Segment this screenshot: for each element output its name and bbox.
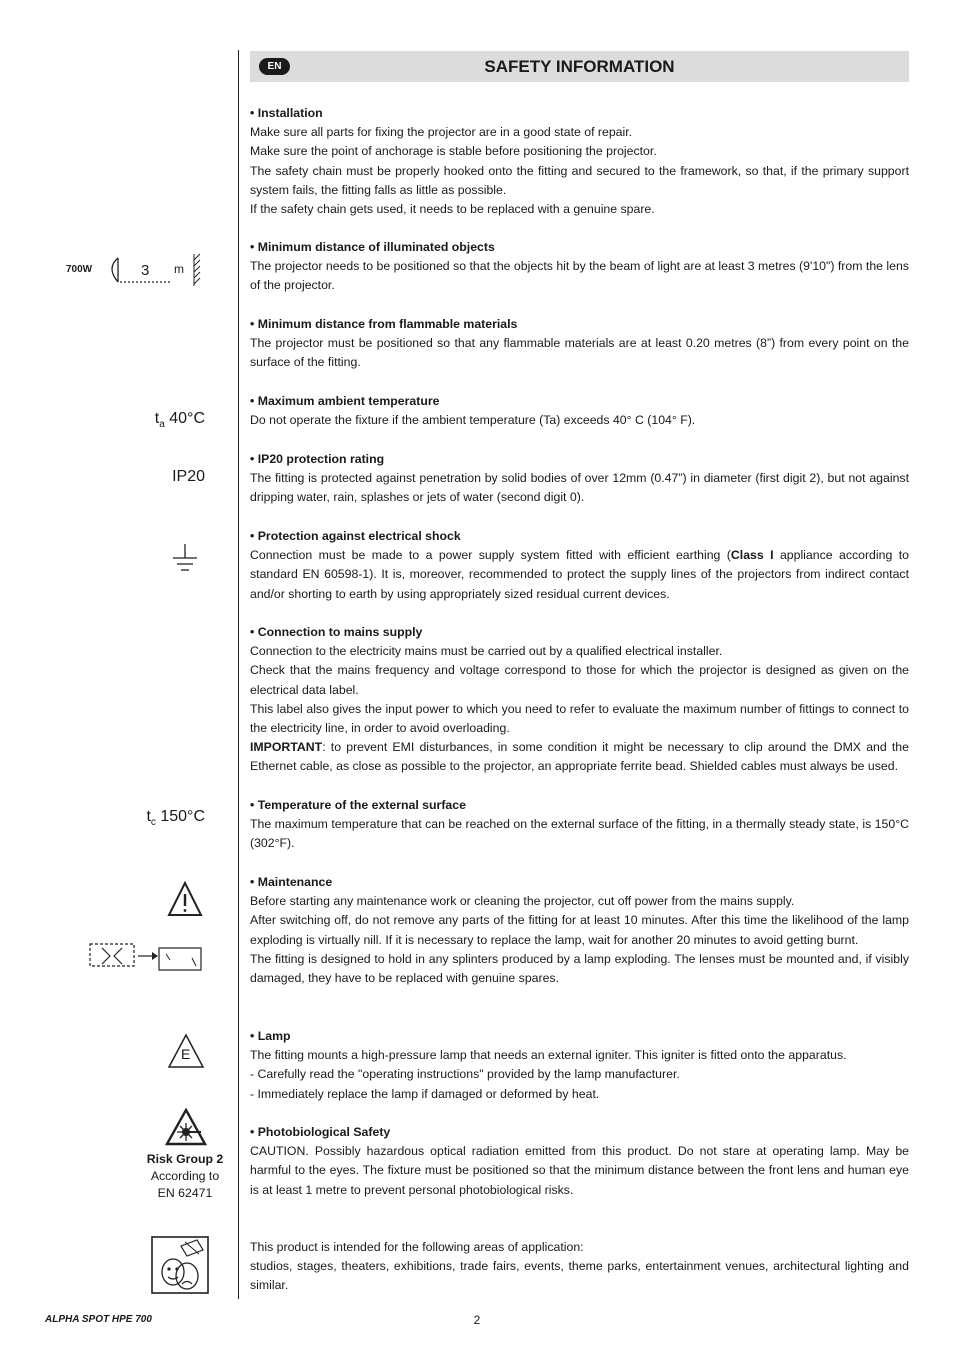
section-min-distance-objects: [250, 238, 909, 296]
section-mains-supply: [250, 623, 909, 777]
language-badge: EN: [259, 58, 290, 75]
paragraph: This product is intended for the following areas of application:: [250, 1240, 584, 1254]
paragraph: The fitting mounts a high-pressure lamp that needs an external igniter. This igniter is fitted onto the apparatus.: [250, 1048, 847, 1063]
paragraph: This label also gives the input power to which you need to refer to evaluate the maximum number of fittings to connect to the electricity line, in order to avoid overloading.: [250, 701, 909, 736]
text: : to prevent EMI disturbances, in some condition it might be necessary to clip around the DMX and the Ethernet cable, as close as possible to the projector, an appropriate ferrite bead. Shielded cables must always be used.: [250, 740, 909, 774]
section-heading: • Maximum ambient temperature: [250, 394, 440, 408]
paragraph: Connection to the electricity mains must be carried out by a qualified electrical installer.: [250, 644, 723, 659]
section-heading: • Installation: [250, 106, 323, 120]
section-heading: • Lamp: [250, 1029, 291, 1043]
power-label: 700W: [66, 264, 93, 275]
section-max-ambient: [250, 392, 909, 430]
section-heading: • Minimum distance from flammable materials: [250, 317, 518, 331]
value: 40°C: [164, 410, 205, 427]
paragraph: - Immediately replace the lamp if damaged or deformed by heat.: [250, 1086, 600, 1101]
bold-text: Class I: [730, 548, 774, 563]
paragraph: The projector must be positioned so that any flammable materials are at least 0.20 metres (8”) from every point on the surface of the fitting.: [250, 336, 909, 370]
paragraph: - Carefully read the "operating instructions" provided by the lamp manufacturer.: [250, 1067, 680, 1082]
risk-group-label: Risk Group 2: [146, 1152, 224, 1166]
section-heading: • Protection against electrical shock: [250, 529, 461, 543]
paragraph: studios, stages, theaters, exhibitions, trade fairs, events, theme parks, entertainment venues, architectural lighting and similar.: [250, 1259, 909, 1293]
section-heading: • Connection to mains supply: [250, 625, 423, 639]
important-label: IMPORTANT: [250, 740, 323, 755]
section-photobiological: [250, 1123, 909, 1200]
paragraph: The fitting is protected against penetration by solid bodies of over 12mm (0.47”) in diameter (first digit 2), but not against dripping water, rain, splashes or jets of water (second digit 0).: [250, 471, 909, 505]
section-maintenance: [250, 873, 909, 988]
ground-icon: [172, 544, 198, 574]
section-heading: • Maintenance: [250, 875, 333, 889]
page-number: 2: [473, 1313, 481, 1327]
paragraph: Check that the mains frequency and voltage correspond to those for which the projector is designed as given on the electrical data label.: [250, 663, 909, 697]
distance-unit: m: [174, 262, 184, 276]
distance-icon: [100, 252, 210, 288]
text: appliance according to standard EN 60598-1). It is, moreover, recommended to protect the supply lines of the projectors from indirect contact and/or shorting to earth by using appropriately sized residual current devices.: [250, 548, 909, 601]
value: 150°C: [155, 808, 205, 825]
ambient-temperature-label: [0, 410, 205, 430]
according-label: According to: [150, 1169, 220, 1183]
t-letter: t: [154, 410, 160, 427]
product-name: ALPHA SPOT HPE 700: [45, 1314, 152, 1325]
lamp-letter: E: [181, 1046, 191, 1062]
paragraph: The safety chain must be properly hooked onto the fitting and secured to the framework, so that, if the primary support system fails, the fitting falls as little as possible.: [250, 163, 909, 197]
paragraph: The projector needs to be positioned so that the objects hit by the beam of light are at least 3 metres (9'10") from the lens of the projector.: [250, 259, 909, 293]
paragraph: Make sure the point of anchorage is stable before positioning the projector.: [250, 144, 657, 159]
header-bar: [250, 51, 909, 82]
paragraph: If the safety chain gets used, it needs to be replaced with a genuine spare.: [250, 202, 655, 217]
subscript: c: [150, 817, 156, 829]
paragraph: Make sure all parts for fixing the projector are in a good state of repair.: [250, 125, 633, 140]
margin-divider: [238, 50, 239, 1299]
paragraph: Before starting any maintenance work or cleaning the projector, cut off power from the mains supply.: [250, 894, 795, 909]
section-application: [250, 1238, 909, 1296]
warning-icon: [167, 880, 203, 918]
laser-radiation-icon: [165, 1108, 207, 1148]
paragraph: [250, 546, 909, 604]
section-ip20: [250, 450, 909, 508]
section-heading: • Minimum distance of illuminated objects: [250, 240, 495, 254]
section-surface-temperature: [250, 796, 909, 854]
text: Connection must be made to a power supply system fitted with efficient earthing (: [250, 548, 731, 563]
section-lamp: [250, 1027, 909, 1104]
page-title: SAFETY INFORMATION: [484, 57, 675, 76]
paragraph: Do not operate the fixture if the ambient temperature (Ta) exceeds 40° C (104° F).: [250, 413, 696, 428]
subscript: a: [159, 419, 165, 431]
t-letter: t: [146, 808, 151, 825]
surface-temperature-label: [0, 808, 205, 828]
paragraph: The maximum temperature that can be reached on the external surface of the fitting, in a thermally steady state, is 150°C (302°F).: [250, 817, 909, 851]
section-min-distance-flammable: [250, 315, 909, 373]
section-heading: • IP20 protection rating: [250, 452, 385, 466]
paragraph: [250, 738, 909, 776]
lamp-replace-icon: [88, 940, 204, 974]
ip-rating-label: IP20: [172, 468, 205, 485]
paragraph: After switching off, do not remove any parts of the fitting for at least 10 minutes. After this time the likelihood of the lamp exploding is virtually nill. If it is necessary to replace the lamp, wait for another 20 minutes to avoid getting burnt.: [250, 913, 909, 947]
theater-application-icon: [151, 1236, 209, 1294]
section-installation: [250, 104, 909, 219]
section-heading: • Temperature of the external surface: [250, 798, 466, 812]
distance-value: 3: [141, 262, 150, 279]
standard-label: EN 62471: [157, 1186, 213, 1200]
section-heading: • Photobiological Safety: [250, 1125, 391, 1139]
paragraph: The fitting is designed to hold in any splinters produced by a lamp exploding. The lenses must be mounted and, if visibly damaged, they have to be replaced with genuine spares.: [250, 951, 909, 986]
section-electrical-shock: [250, 527, 909, 604]
paragraph: CAUTION. Possibly hazardous optical radiation emitted from this product. Do not stare at operating lamp. May be harmful to the eyes. The fixture must be positioned so that the minimum distance between the front lens and human eye is at least 1 metre to prevent personal photobiological risks.: [250, 1144, 909, 1197]
